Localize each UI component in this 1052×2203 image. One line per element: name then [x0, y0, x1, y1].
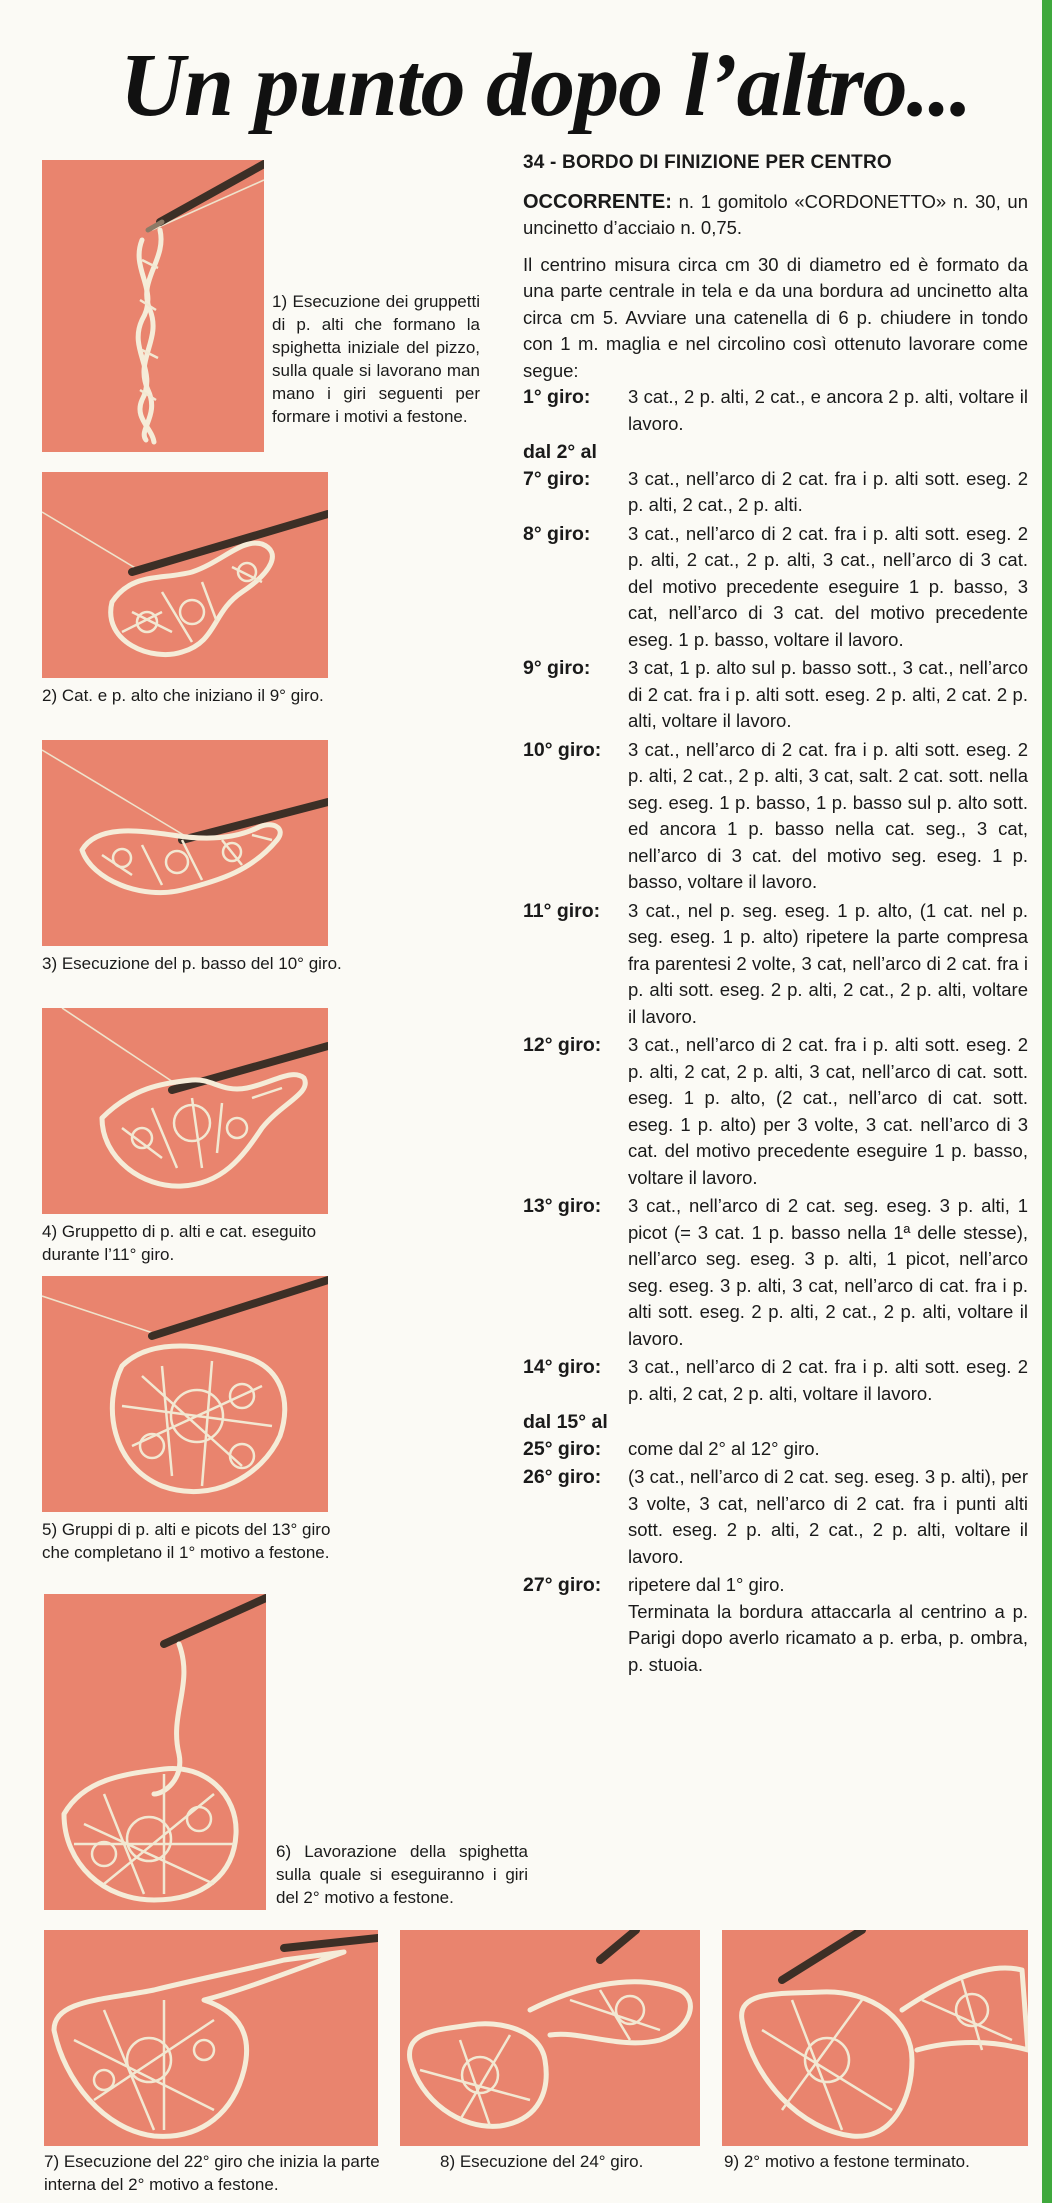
caption-1: 1) Esecuzione dei gruppetti di p. alti che formano la spighetta iniziale del pizzo, sulla quale si lavorano man mano i giri seguenti per formare i motivi a festone. — [272, 292, 480, 426]
round-label: 10° giro: — [523, 738, 602, 761]
range-label-2: dal 2° al — [523, 441, 597, 463]
round-12 — [523, 1032, 1028, 1191]
round-11 — [523, 898, 1028, 1031]
round-label: 27° giro: — [523, 1574, 602, 1596]
round-label: 9° giro: — [523, 657, 591, 679]
photo-step-2 — [42, 472, 328, 678]
round-label: 8° giro: — [523, 522, 591, 545]
pattern-heading: 34 - BORDO DI FINIZIONE PER CENTRO — [523, 152, 892, 173]
round-9 — [523, 655, 1028, 735]
intro-text: Il centrino misura circa cm 30 di diametro ed è formato da una parte centrale in tela e da una bordura ad uncinetto alta circa cm 5. Avviare una catenella di 6 p. chiudere in tondo con 1 m. maglia e nel circolino così ottenuto lavorare come segue: — [523, 253, 1028, 381]
photo-step-7 — [44, 1930, 378, 2146]
round-text: 3 cat., 2 p. alti, 2 cat., e ancora 2 p. alti, voltare il lavoro. — [628, 386, 1028, 434]
photo-step-6 — [44, 1594, 266, 1910]
round-1 — [523, 384, 1028, 437]
photo-step-5 — [42, 1276, 328, 1512]
round-10 — [523, 737, 1028, 896]
round-text: (3 cat., nell’arco di 2 cat. seg. eseg. 3 p. alti), per 3 volte, 3 cat, nell’arco di 2 cat. fra i punti alti sott. eseg. 2 p. alti, 2 cat., 2 p. alti, voltare il lavoro. — [628, 1466, 1028, 1567]
round-text: 3 cat, 1 p. alto sul p. basso sott., 3 cat., nell’arco di 2 cat. fra i p. alti sott. eseg. 2 p. alti, 2 cat. 2 p. alti, voltare il lavoro. — [628, 657, 1028, 731]
caption-5: 5) Gruppi di p. alti e picots del 13° giro che completano il 1° motivo a festone. — [42, 1520, 331, 1562]
round-label: 25° giro: — [523, 1437, 602, 1460]
round-14 — [523, 1354, 1028, 1407]
round-label: 14° giro: — [523, 1356, 602, 1378]
round-text: 3 cat., nel p. seg. eseg. 1 p. alto, (1 cat. nel p. seg. eseg. 1 p. alto) ripetere la parte compresa fra parentesi 2 volte, 3 cat, nell’arco di 2 cat. fra i p. alti sott. eseg. 2 p. alti, 2 cat., 2 p. alti, voltare il lavoro. — [628, 899, 1028, 1027]
round-label: 13° giro: — [523, 1195, 602, 1217]
round-text: 3 cat., nell’arco di 2 cat. fra i p. alti sott. eseg. 2 p. alti, 2 cat, 2 p. alti, voltare il lavoro. — [628, 1356, 1028, 1404]
round-text: ripetere dal 1° giro. — [628, 1574, 785, 1595]
photo-step-9 — [722, 1930, 1028, 2146]
caption-6: 6) Lavorazione della spighetta sulla quale si eseguiranno i giri del 2° motivo a festone. — [276, 1842, 528, 1907]
round-label: 7° giro: — [523, 467, 591, 490]
caption-7: 7) Esecuzione del 22° giro che inizia la parte interna del 2° motivo a festone. — [44, 2152, 380, 2194]
round-text: 3 cat., nell’arco di 2 cat. fra i p. alti sott. eseg. 2 p. alti, 2 cat., 2 p. alti. — [628, 467, 1028, 515]
photo-step-3 — [42, 740, 328, 946]
caption-4: 4) Gruppetto di p. alti e cat. eseguito durante l’11° giro. — [42, 1222, 317, 1264]
photo-step-4 — [42, 1008, 328, 1214]
occorrente-text: n. 1 gomitolo «CORDONETTO» n. 30, un uncinetto d’acciaio n. 0,75. — [523, 190, 1028, 238]
round-8 — [523, 521, 1028, 654]
photo-step-1 — [42, 160, 264, 452]
range-label-15: dal 15° al — [523, 1411, 608, 1433]
round-label: 11° giro: — [523, 899, 601, 922]
round-label: 26° giro: — [523, 1466, 602, 1488]
round-text: 3 cat., nell’arco di 2 cat. seg. eseg. 3 p. alti, 1 picot (= 3 cat. 1 p. basso nella 1ª delle stesse), nell’arco seg. eseg. 3 p. alti, 1 picot, nell’arco seg. eseg. 3 p. alti, 3 cat, nell’arco di cat. fra i p. alti sott. eseg. 2 p. alti, 2 cat., 2 p. alti, voltare il lavoro. — [628, 1195, 1028, 1349]
round-text: 3 cat., nell’arco di 2 cat. fra i p. alti sott. eseg. 2 p. alti, 2 cat., 2 p. alti, 3 cat, salt. 2 cat. sott. nella seg. eseg. 1 p. basso, 1 p. basso sul p. alto sott. ed ancora 1 p. basso nella cat. seg., 3 cat, nell’arco di 3 cat. del motivo seg. eseg. 1 p. basso, voltare il lavoro. — [628, 738, 1028, 892]
round-27 — [523, 1572, 1028, 1599]
caption-3: 3) Esecuzione del p. basso del 10° giro. — [42, 954, 342, 973]
round-text: 3 cat., nell’arco di 2 cat. fra i p. alti sott. eseg. 2 p. alti, 2 cat, 2 p. alti, 3 cat, nell’arco di cat. sott. eseg. 1 p. alto, (2 cat., nell’arco di cat. sott. eseg. 1 p. alto) per 3 volte, 3 cat. nell’arco di 3 cat. del motivo precedente eseguire 1 p. basso, voltare il lavoro. — [628, 1034, 1028, 1188]
finishing-text: Terminata la bordura attaccarla al centrino a p. Parigi dopo averlo ricamato a p. erba, p. ombra, p. stuoia. — [628, 1600, 1028, 1675]
occorrente-block — [523, 189, 1028, 242]
green-page-edge — [1042, 0, 1052, 2203]
round-7 — [523, 466, 1028, 519]
page-title: Un punto dopo l’altro... — [120, 36, 972, 135]
caption-9: 9) 2° motivo a festone terminato. — [724, 2152, 970, 2171]
round-13 — [523, 1193, 1028, 1352]
occorrente-label: OCCORRENTE: — [523, 190, 672, 213]
round-text: 3 cat., nell’arco di 2 cat. fra i p. alti sott. eseg. 2 p. alti, 2 cat., 2 p. alti, 3 cat., nell’arco di 3 cat. del motivo precedente eseguire 1 p. basso, 3 cat, nell’arco di 3 cat. del motivo precedente eseg. 1 p. basso, voltare il lavoro. — [628, 522, 1028, 650]
caption-2: 2) Cat. e p. alto che iniziano il 9° giro. — [42, 686, 324, 705]
photo-step-8 — [400, 1930, 700, 2146]
round-label: 12° giro: — [523, 1034, 602, 1056]
round-25 — [523, 1436, 1028, 1463]
round-label: 1° giro: — [523, 386, 591, 408]
round-text: come dal 2° al 12° giro. — [628, 1437, 820, 1459]
caption-8: 8) Esecuzione del 24° giro. — [440, 2152, 644, 2171]
round-26 — [523, 1464, 1028, 1570]
pattern-instructions — [523, 150, 1028, 1678]
